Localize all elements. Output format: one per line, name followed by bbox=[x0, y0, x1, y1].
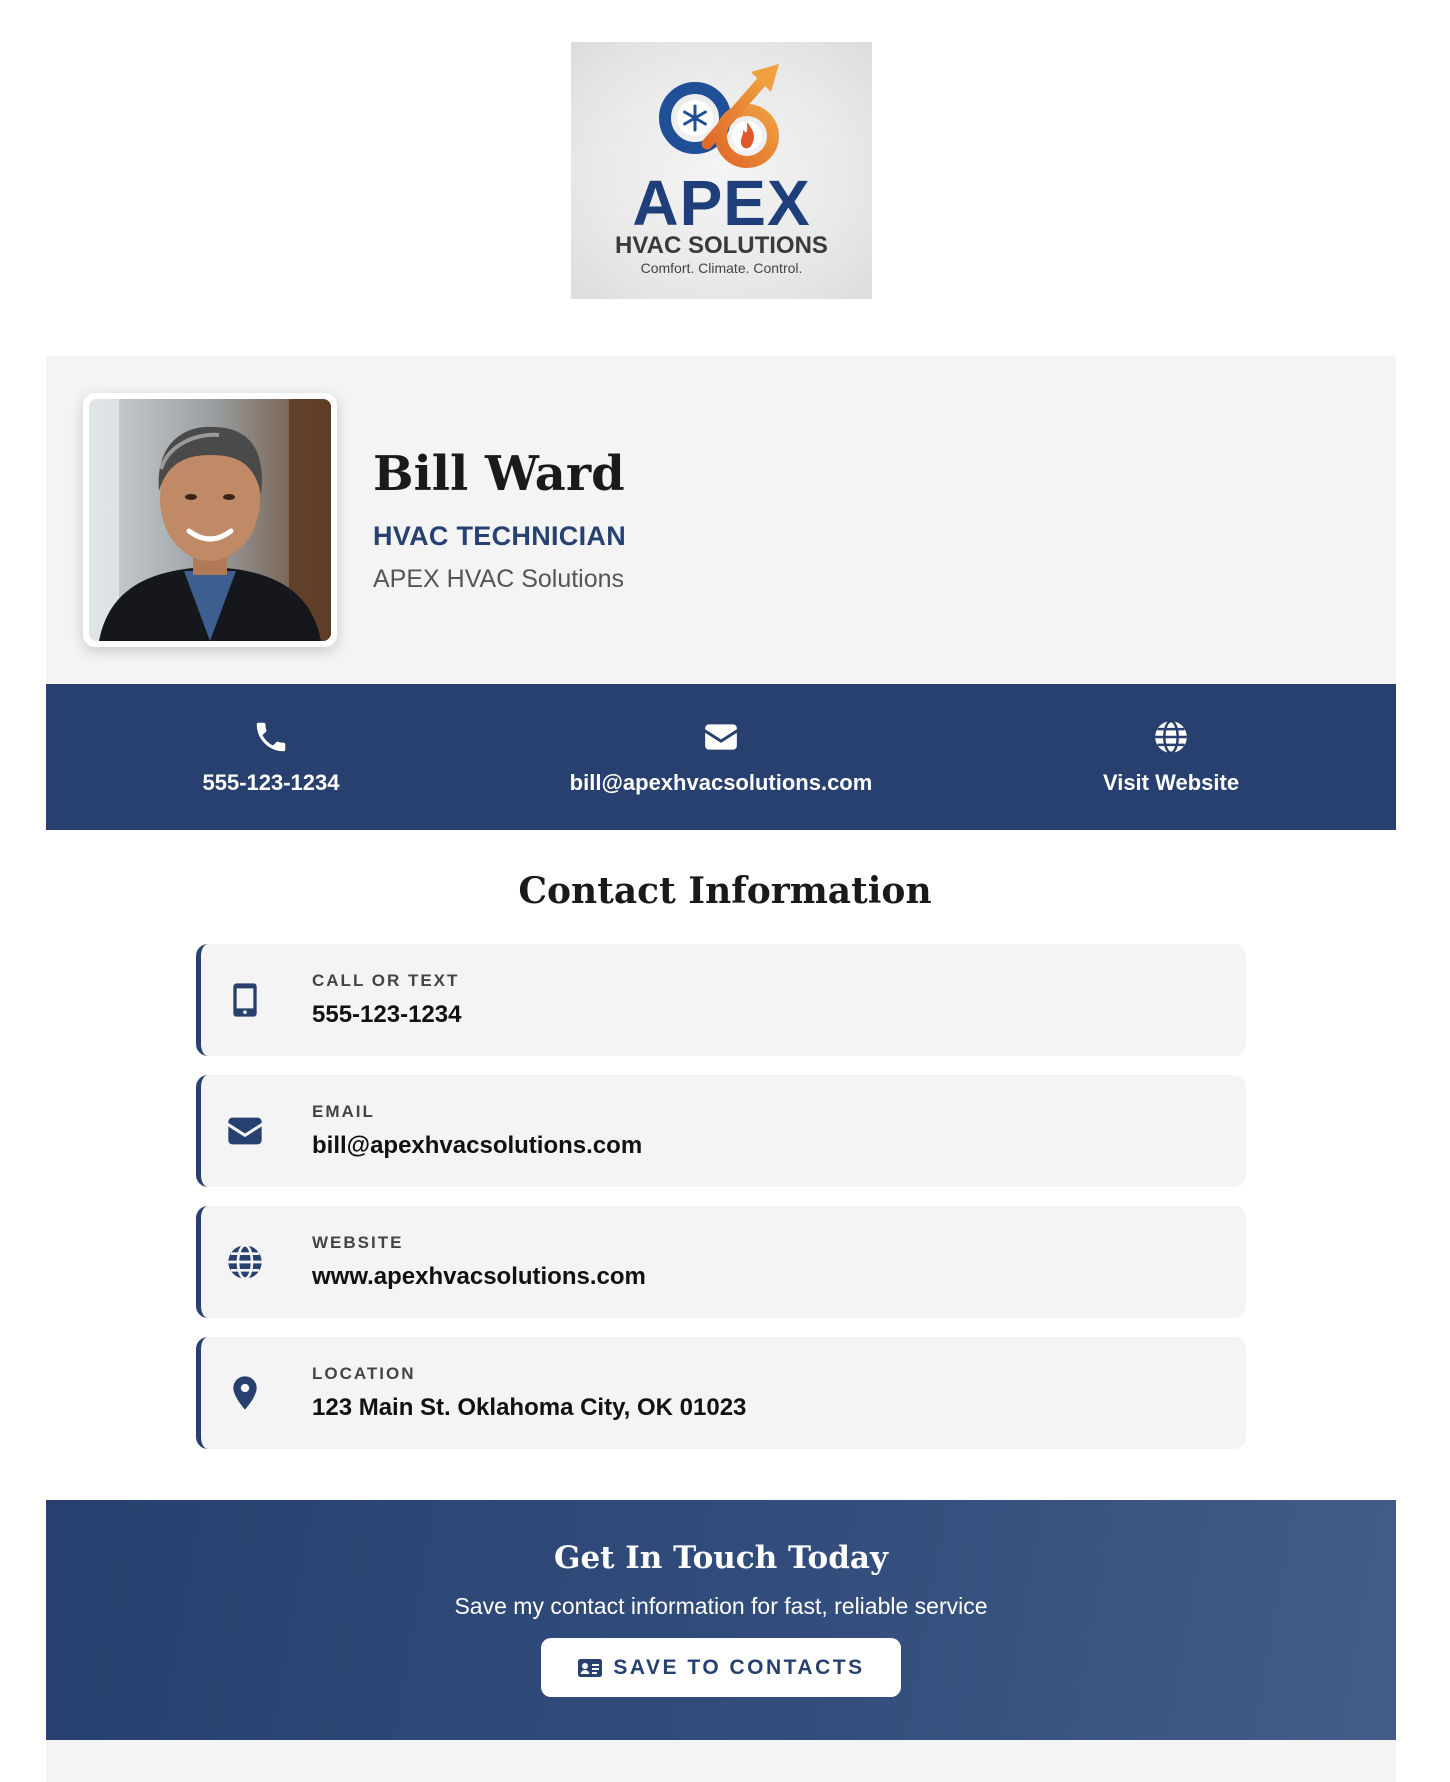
contact-item-label: EMAIL bbox=[312, 1102, 375, 1121]
save-to-contacts-button[interactable] bbox=[541, 1638, 900, 1697]
contact-item-value: bill@apexhvacsolutions.com bbox=[312, 1132, 643, 1159]
contact-item-label: CALL OR TEXT bbox=[312, 971, 460, 990]
cta-title: Get In Touch Today bbox=[553, 1540, 889, 1576]
contact-item-value: 555-123-1234 bbox=[312, 1001, 462, 1028]
contact-section-title: Contact Information bbox=[518, 870, 932, 912]
contact-item-value: www.apexhvacsolutions.com bbox=[312, 1263, 646, 1290]
logo-tagline: Comfort. Climate. Control. bbox=[640, 260, 803, 276]
contact-item-label: WEBSITE bbox=[312, 1233, 404, 1252]
globe-icon bbox=[1152, 718, 1190, 756]
quick-website-link[interactable] bbox=[946, 684, 1396, 830]
phone-icon bbox=[252, 718, 290, 756]
contact-item-value: 123 Main St. Oklahoma City, OK 01023 bbox=[312, 1394, 747, 1421]
footer-strip bbox=[46, 1740, 1396, 1782]
contact-item-phone[interactable] bbox=[196, 944, 1246, 1056]
contact-card-icon bbox=[577, 1657, 603, 1679]
profile-company: APEX HVAC Solutions bbox=[373, 565, 625, 593]
envelope-icon bbox=[702, 718, 740, 756]
quick-email-link[interactable] bbox=[496, 684, 946, 830]
company-logo bbox=[571, 42, 872, 299]
logo-subtitle: HVAC SOLUTIONS bbox=[615, 232, 828, 259]
contact-item-email[interactable] bbox=[196, 1075, 1246, 1187]
map-pin-icon bbox=[225, 1373, 265, 1413]
mobile-phone-icon bbox=[225, 980, 265, 1020]
quick-call-link[interactable] bbox=[46, 684, 496, 830]
profile-name: Bill Ward bbox=[373, 446, 625, 502]
logo-brand-text: APEX bbox=[632, 167, 811, 239]
business-card bbox=[46, 356, 1396, 830]
quick-actions-bar bbox=[46, 684, 1396, 830]
quick-call-label: 555-123-1234 bbox=[202, 770, 340, 795]
cta-banner bbox=[46, 1500, 1396, 1740]
envelope-icon bbox=[225, 1111, 265, 1151]
contact-item-location[interactable] bbox=[196, 1337, 1246, 1449]
profile-role: HVAC TECHNICIAN bbox=[373, 521, 626, 551]
quick-website-label: Visit Website bbox=[1102, 770, 1240, 795]
contact-item-label: LOCATION bbox=[312, 1364, 416, 1383]
hvac-logo-mark-icon bbox=[647, 56, 797, 176]
cta-subtitle: Save my contact information for fast, reliable service bbox=[454, 1593, 988, 1619]
avatar bbox=[83, 393, 337, 647]
profile-photo bbox=[89, 399, 331, 641]
globe-icon bbox=[225, 1242, 265, 1282]
quick-email-label: bill@apexhvacsolutions.com bbox=[569, 770, 873, 795]
profile-header bbox=[46, 356, 1396, 684]
contact-item-website[interactable] bbox=[196, 1206, 1246, 1318]
contact-info-list bbox=[196, 944, 1246, 1468]
save-to-contacts-label: SAVE TO CONTACTS bbox=[613, 1655, 865, 1679]
